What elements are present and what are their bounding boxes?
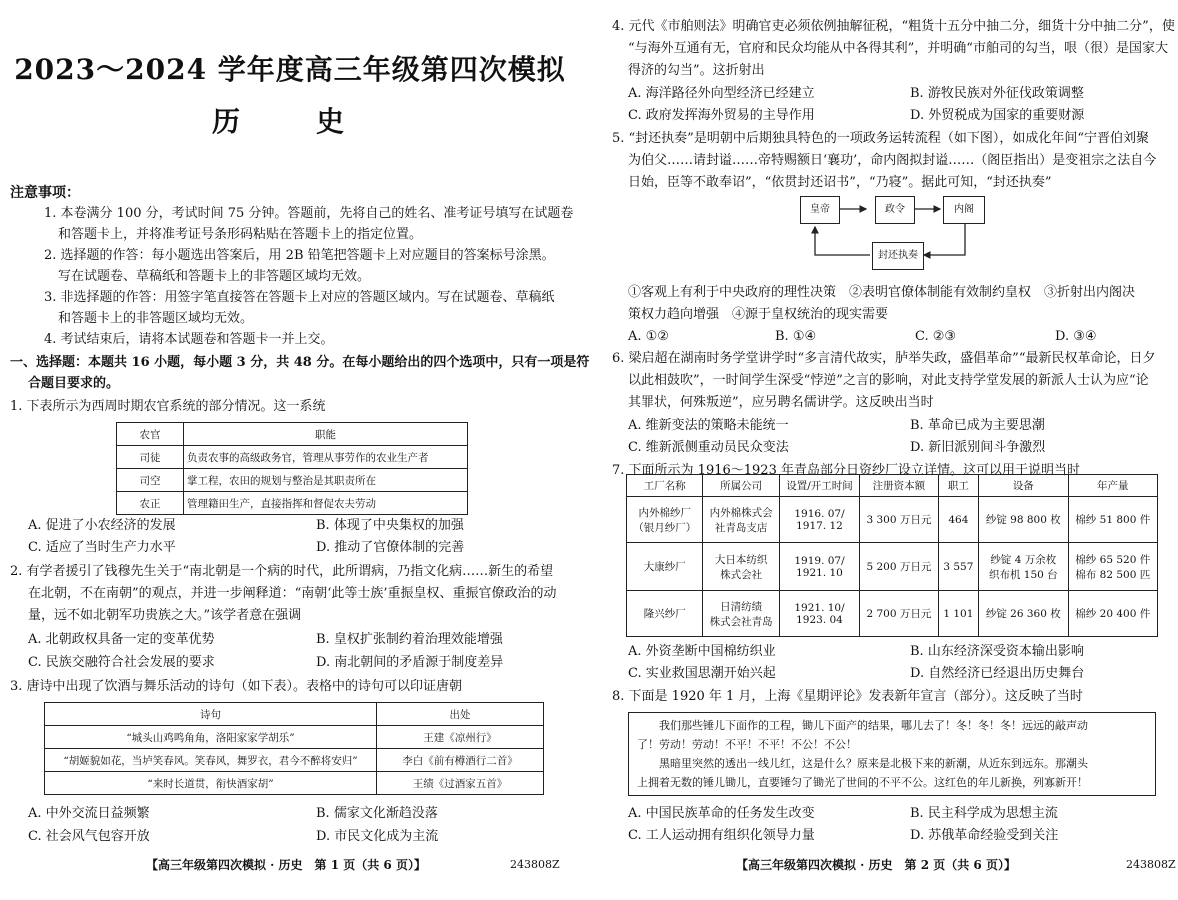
table-header-row — [117, 423, 468, 446]
paper-code: 243808Z — [1126, 858, 1176, 871]
question-7-table — [626, 474, 1158, 637]
flow-box-return-memorial: 封还执奏 — [872, 242, 924, 270]
table-cell: 内外棉株式会 社青岛支店 — [703, 497, 779, 543]
question-2-stem: 2. 有学者援引了钱穆先生关于“南北朝是一个病的时代，此所谓病，乃指文化病……新生的希望 — [10, 564, 554, 579]
option-a[interactable]: A. 北朝政权具备一定的变革优势 — [28, 632, 215, 647]
table-header-row — [45, 703, 544, 726]
table-cell: 1919. 07/ 1921. 10 — [779, 543, 859, 591]
option-b[interactable]: B. ①④ — [775, 329, 817, 344]
table-header-cell: 诗句 — [45, 703, 377, 726]
quote-line: 了！劳动！劳动！不平！不平！不公！不公！ — [637, 738, 857, 751]
notice-line: 4. 考试结束后，请将本试题卷和答题卡一并上交。 — [44, 332, 334, 347]
notice-line: 和答题卡上，并将准考证号条形码粘贴在答题卡上的指定位置。 — [58, 227, 423, 242]
notice-line: 和答题卡上的非答题区域均无效。 — [58, 311, 254, 326]
option-c[interactable]: C. 实业救国思潮开始兴起 — [628, 666, 776, 681]
quote-line: 上拥着无数的锤儿锄儿，直要锤匀了锄光了世间的不平不公。这红色的年儿新换，列寡新开！ — [637, 776, 1088, 789]
table-row — [45, 749, 544, 772]
table-header-cell: 年产量 — [1068, 475, 1157, 497]
table-cell: 王建《凉州行》 — [377, 726, 544, 749]
table-cell: 纱锭 98 800 枚 — [979, 497, 1068, 543]
table-cell: 司徒 — [117, 446, 184, 469]
table-row — [117, 469, 468, 492]
table-header-cell: 工厂名称 — [627, 475, 703, 497]
question-4-stem: 4. 元代《市舶则法》明确官吏必须依例抽解征税，“粗货十五分中抽二分，细货十分中抽二分”，使 — [612, 19, 1175, 34]
table-cell: 棉纱 51 800 件 — [1068, 497, 1157, 543]
option-d[interactable]: D. 苏俄革命经验受到关注 — [910, 828, 1059, 843]
exam-page-2 — [590, 0, 1178, 900]
option-b[interactable]: B. 皇权扩张制约着治理效能增强 — [316, 632, 503, 647]
table-row — [627, 497, 1158, 543]
table-header-cell: 出处 — [377, 703, 544, 726]
table-header-row — [627, 475, 1158, 497]
notice-line: 3. 非选择题的作答：用签字笔直接答在答题卡上对应的答题区域内。写在试题卷、草稿纸 — [44, 290, 555, 305]
notice-heading: 注意事项： — [10, 185, 80, 201]
table-cell: 负责农事的高级政务官，管理从事劳作的农业生产者 — [184, 446, 468, 469]
question-4-stem: 得济的勾当”。这折射出 — [628, 63, 765, 78]
table-cell: 1 101 — [938, 591, 978, 637]
table-cell: 2 700 万日元 — [860, 591, 939, 637]
option-b[interactable]: B. 体现了中央集权的加强 — [316, 518, 464, 533]
table-cell: 司空 — [117, 469, 184, 492]
question-7-stem: 7. 下面所示为 1916～1923 年青岛部分日资纱厂设立详情。这可以用于说明当时 — [612, 463, 1080, 478]
table-row — [45, 726, 544, 749]
notice-line: 1. 本卷满分 100 分，考试时间 75 分钟。答题前，先将自己的姓名、准考证号填写在试题卷 — [44, 206, 574, 221]
table-cell: 隆兴纱厂 — [627, 591, 703, 637]
table-cell: 王绩《过酒家五首》 — [377, 772, 544, 795]
table-cell: 李白《前有樽酒行二首》 — [377, 749, 544, 772]
table-cell: 棉纱 20 400 件 — [1068, 591, 1157, 637]
table-cell: 1916. 07/ 1917. 12 — [779, 497, 859, 543]
option-a[interactable]: A. 维新变法的策略未能统一 — [628, 418, 789, 433]
question-6-stem: 6. 梁启超在湖南时务学堂讲学时“多言清代故实，胪举失政，盛倡革命”“最新民权革命论，日夕 — [612, 351, 1156, 366]
question-6-stem: 其罪状，何殊叛逆”，应另聘名儒讲学。这反映出当时 — [628, 395, 934, 410]
table-cell: 3 557 — [938, 543, 978, 591]
table-cell: 内外棉纱厂 （银月纱厂） — [627, 497, 703, 543]
option-c[interactable]: C. 政府发挥海外贸易的主导作用 — [628, 108, 815, 123]
quote-line: 我们那些锤儿下面作的工程，锄儿下面产的结果，哪儿去了！冬！冬！冬！远远的敲声动 — [637, 719, 1088, 732]
section-heading: 一、选择题：本题共 16 小题，每小题 3 分，共 48 分。在每小题给出的四个选项中，只有一项是符 — [10, 355, 590, 370]
option-b[interactable]: B. 山东经济深受资本输出影响 — [910, 644, 1084, 659]
table-cell: 大日本纺织 株式会社 — [703, 543, 779, 591]
question-5-statements: 策权力趋向增强 ④源于皇权统治的现实需要 — [628, 307, 889, 322]
notice-line: 写在试题卷、草稿纸和答题卡上的非答题区域均无效。 — [58, 269, 371, 284]
table-row — [117, 446, 468, 469]
table-cell: 3 300 万日元 — [860, 497, 939, 543]
option-d[interactable]: D. 推动了官僚体制的完善 — [316, 540, 465, 555]
question-6-stem: 以此相鼓吹”，一时间学生深受“悖逆”之言的影响，对此支持学堂发展的新派人士认为应“论 — [628, 373, 1149, 388]
table-cell: 日清纺绩 株式会社青岛 — [703, 591, 779, 637]
table-row — [117, 492, 468, 515]
option-c[interactable]: C. ②③ — [915, 329, 957, 344]
table-row — [627, 591, 1158, 637]
question-1-stem: 1. 下表所示为西周时期农官系统的部分情况。这一系统 — [10, 399, 326, 414]
option-a[interactable]: A. ①② — [628, 329, 669, 344]
table-cell: “城头山鸡鸣角角，洛阳家家学胡乐” — [45, 726, 377, 749]
section-heading-cont: 合题目要求的。 — [28, 376, 120, 391]
question-8-quote-box — [628, 712, 1156, 796]
table-header-cell: 设置/开工时间 — [779, 475, 859, 497]
table-cell: 5 200 万日元 — [860, 543, 939, 591]
table-header-cell: 设备 — [979, 475, 1068, 497]
table-row — [627, 543, 1158, 591]
question-2-stem: 量，远不如北朝军功贵族之大。”该学者意在强调 — [28, 608, 302, 623]
page-footer: 【高三年级第四次模拟 · 历史 第 1 页（共 6 页）】 — [146, 858, 426, 872]
option-b[interactable]: B. 民主科学成为思想主流 — [910, 806, 1058, 821]
option-b[interactable]: B. 儒家文化渐趋没落 — [316, 806, 438, 821]
option-a[interactable]: A. 中国民族革命的任务发生改变 — [628, 806, 815, 821]
question-8-stem: 8. 下面是 1920 年 1 月，上海《星期评论》发表新年宣言（部分）。这反映了当时 — [612, 689, 1083, 704]
paper-code: 243808Z — [510, 858, 560, 871]
option-d[interactable]: D. 南北朝间的矛盾源于制度差异 — [316, 655, 504, 670]
option-a[interactable]: A. 促进了小农经济的发展 — [28, 518, 176, 533]
flow-box-decree: 政令 — [875, 196, 915, 224]
option-c[interactable]: C. 维新派侧重动员民众变法 — [628, 440, 789, 455]
option-c[interactable]: C. 社会风气包容开放 — [28, 829, 150, 844]
question-4-stem: “与海外互通有无，官府和民众均能从中各得其利”，并明确“市舶司的勾当，哏（很）是国家大 — [628, 41, 1168, 56]
option-c[interactable]: C. 适应了当时生产力水平 — [28, 540, 176, 555]
table-header-cell: 注册资本额 — [860, 475, 939, 497]
table-header-cell: 职工 — [938, 475, 978, 497]
question-3-stem: 3. 唐诗中出现了饮酒与舞乐活动的诗句（如下表）。表格中的诗句可以印证唐朝 — [10, 679, 463, 694]
table-cell: 纱锭 4 万余枚 织布机 150 台 — [979, 543, 1068, 591]
option-d[interactable]: D. 外贸税成为国家的重要财源 — [910, 108, 1085, 123]
option-b[interactable]: B. 革命已成为主要思潮 — [910, 418, 1045, 433]
exam-title: 2023～2024 学年度高三年级第四次模拟 — [14, 53, 566, 86]
option-a[interactable]: A. 中外交流日益频繁 — [28, 806, 150, 821]
table-cell: 掌工程，农田的规划与整治是其职责所在 — [184, 469, 468, 492]
question-1-table — [116, 422, 468, 515]
table-cell: 纱锭 26 360 枚 — [979, 591, 1068, 637]
flow-box-emperor: 皇帝 — [800, 196, 840, 224]
table-header-cell: 所属公司 — [703, 475, 779, 497]
table-cell: 1921. 10/ 1923. 04 — [779, 591, 859, 637]
table-cell: “胡姬貌如花，当垆笑春风。笑春风，舞罗衣，君今不醉将安归” — [45, 749, 377, 772]
table-cell: 农正 — [117, 492, 184, 515]
option-d[interactable]: D. ③④ — [1055, 329, 1097, 344]
option-d[interactable]: D. 市民文化成为主流 — [316, 829, 439, 844]
question-2-stem: 在北朝，不在南朝”的观点，并进一步阐释道：“南朝‘此等士族’重振皇权、重振官僚政治的动 — [28, 586, 557, 601]
question-5-stem: 为伯父……请封谥……帝特赐额日‘襄功’，命内阁拟封谥……（阁臣指出）是变祖宗之法自今 — [628, 153, 1157, 168]
option-a[interactable]: A. 海洋路径外向型经济已经建立 — [628, 86, 815, 101]
quote-line: 黑暗里突然的透出一线儿红，这是什么？原来是北极下来的新潮，从近东到远东。那潮头 — [637, 757, 1088, 770]
option-b[interactable]: B. 游牧民族对外征伐政策调整 — [910, 86, 1084, 101]
table-cell: 464 — [938, 497, 978, 543]
question-5-stem: 日始，臣等不敢奉诏”，“依贯封还诏书”，“乃寝”。据此可知，“封还执奏” — [628, 175, 1052, 190]
question-5-statements: ①客观上有利于中央政府的理性决策 ②表明官僚体制能有效制约皇权 ③折射出内阁决 — [628, 285, 1136, 300]
option-c[interactable]: C. 工人运动拥有组织化领导力量 — [628, 828, 815, 843]
exam-subject: 历 史 — [211, 105, 368, 138]
option-a[interactable]: A. 外资垄断中国棉纺织业 — [628, 644, 776, 659]
table-row — [45, 772, 544, 795]
option-d[interactable]: D. 自然经济已经退出历史舞台 — [910, 666, 1085, 681]
table-cell: 棉纱 65 520 件 棉布 82 500 匹 — [1068, 543, 1157, 591]
option-c[interactable]: C. 民族交融符合社会发展的要求 — [28, 655, 215, 670]
table-header-cell: 农官 — [117, 423, 184, 446]
question-3-table — [44, 702, 544, 795]
page-footer: 【高三年级第四次模拟 · 历史 第 2 页（共 6 页）】 — [736, 858, 1016, 872]
flow-box-cabinet: 内阁 — [943, 196, 985, 224]
table-cell: 大康纱厂 — [627, 543, 703, 591]
notice-line: 2. 选择题的作答：每小题选出答案后，用 2B 铅笔把答题卡上对应题目的答案标号涂黑。 — [44, 248, 555, 263]
option-d[interactable]: D. 新旧派别间斗争激烈 — [910, 440, 1046, 455]
table-header-cell: 职能 — [184, 423, 468, 446]
table-cell: “来时长道贯，衔快酒家胡” — [45, 772, 377, 795]
question-5-stem: 5. “封还执奏”是明朝中后期独具特色的一项政务运转流程（如下图），如成化年间“宁晋伯刘聚 — [612, 131, 1149, 146]
table-cell: 管理籍田生产，直接指挥和督促农夫劳动 — [184, 492, 468, 515]
